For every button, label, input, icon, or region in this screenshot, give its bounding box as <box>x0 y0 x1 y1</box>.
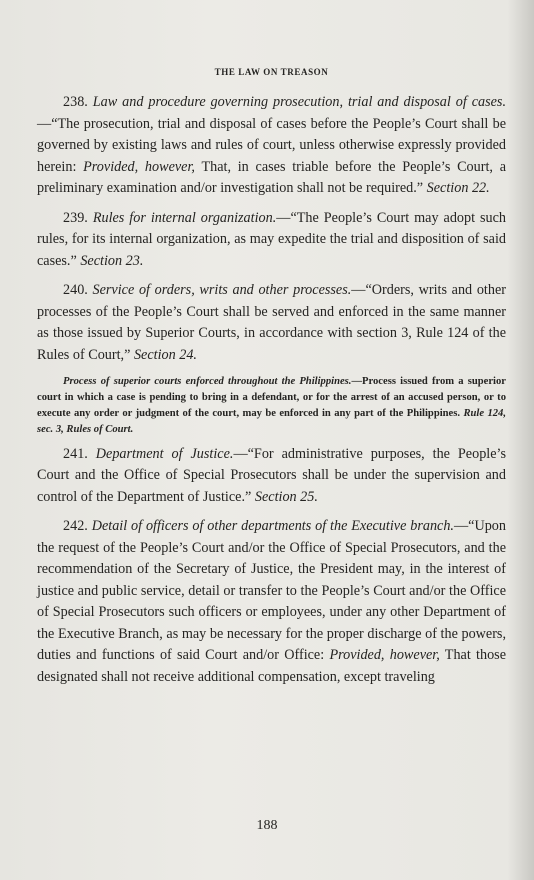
note-body: —Process issued from a superior court in which a case is pending to bring in a defendant, or for the arrest of an accused person, or to execute any order or judgment of the court, may be enforced in any part of the Philippines. <box>37 376 506 419</box>
section-body-cont: That those designated shall not receive additional compensation, except traveling <box>37 647 506 685</box>
section-number: 238. <box>63 94 88 110</box>
section-number: 239. <box>63 209 88 226</box>
section-citation: Section 25. <box>254 488 318 505</box>
section-238 <box>37 92 506 200</box>
section-241 <box>37 444 506 509</box>
section-body: —“For administrative purposes, the People’s Court and the Office of Special Prosecutors shall be under the supervision and control of the Department of Justice.” <box>37 445 506 505</box>
section-242 <box>37 516 506 688</box>
section-number: 240. <box>63 282 88 298</box>
proviso: Provided, however, <box>83 158 195 175</box>
section-240 <box>37 280 506 366</box>
section-heading: Detail of officers of other departments of the Executive branch. <box>91 518 454 535</box>
section-citation: Section 23. <box>80 252 144 269</box>
section-body: —“The prosecution, trial and disposal of cases before the People’s Court shall be governed by existing laws and rules of court, unless otherwise expressly provided herein: <box>37 115 506 175</box>
section-body: —“Upon the request of the People’s Court and/or the Office of Special Prosecutors, and the recommendation of the Secretary of Justice, the President may, in the interest of justice and public service, detail or transfer to the People’s Court and/or the Office of Special Prosecutors such officers or employees, under any other Department of the Executive Branch, as may be necessary for the proper discharge of the powers, duties and functions of said Court and/or Office: <box>37 518 506 664</box>
section-heading: Service of orders, writs and other processes. <box>92 282 352 298</box>
section-heading: Law and procedure governing prosecution, trial and disposal of cases. <box>92 94 506 110</box>
section-body-cont: That, in cases triable before the People’s Court, a preliminary examination and/or investigation shall not be required.” <box>37 158 506 196</box>
running-head: THE LAW ON TREASON <box>214 67 329 77</box>
section-citation: Section 24. <box>133 346 197 363</box>
annotation-note <box>37 374 506 438</box>
section-body: —“The People’s Court may adopt such rules, for its internal organization, as may expedite the trial and disposition of said cases.” <box>37 209 507 269</box>
section-body: —“Orders, writs and other processes of the People’s Court shall be served and enforced in the same manner as those issued by Superior Courts, in accordance with section 3, Rule 124 of the Rules of Court,” <box>37 282 506 363</box>
section-239 <box>37 208 506 273</box>
note-heading: Process of superior courts enforced throughout the Philippines. <box>63 376 352 387</box>
section-number: 242. <box>63 518 88 535</box>
note-citation: Rule 124, sec. 3, Rules of Court. <box>37 407 506 435</box>
section-citation: Section 22. <box>426 180 490 196</box>
section-number: 241. <box>63 445 88 462</box>
section-heading: Rules for internal organization. <box>92 209 277 226</box>
section-heading: Department of Justice. <box>95 445 234 462</box>
page-number: 188 <box>256 818 278 833</box>
proviso: Provided, however, <box>329 647 440 664</box>
